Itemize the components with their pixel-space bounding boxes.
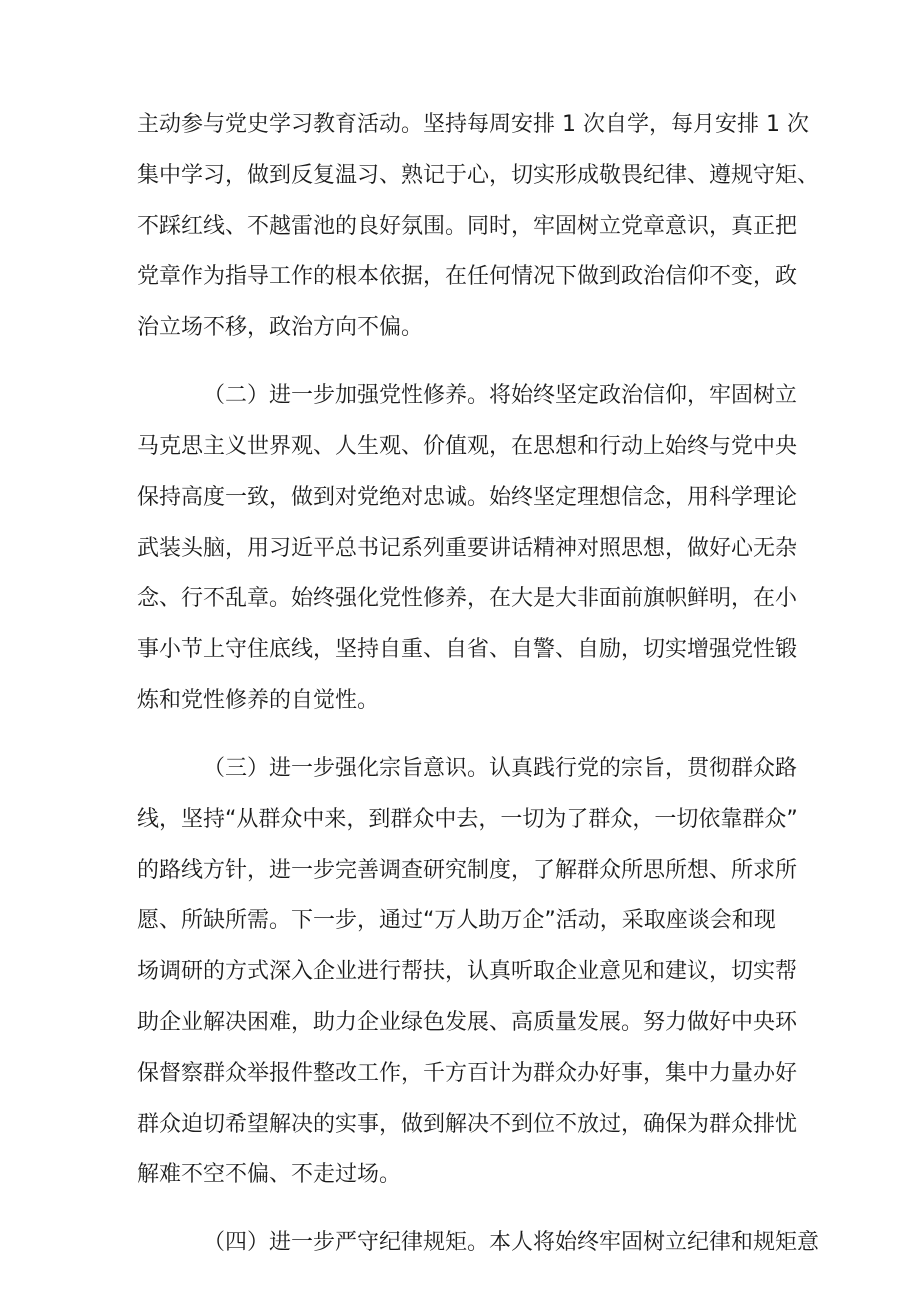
text-line: 的路线方针，进一步完善调查研究制度，了解群众所思所想、所求所	[137, 857, 798, 883]
text-line: 马克思主义世界观、人生观、价值观，在思想和行动上始终与党中央	[137, 433, 798, 459]
text-line: 主动参与党史学习教育活动。坚持每周安排 1 次自学，每月安排 1 次	[137, 112, 809, 137]
text-line: 保持高度一致，做到对党绝对忠诚。始终坚定理想信念，用科学理论	[137, 484, 798, 510]
paragraph-heading-line: （三）进一步强化宗旨意识。认真践行党的宗旨，贯彻群众路	[203, 755, 798, 781]
text-line: 群众迫切希望解决的实事，做到解决不到位不放过，确保为群众排忧	[137, 1111, 798, 1137]
paragraph-heading-line: （二）进一步加强党性修养。将始终坚定政治信仰，牢固树立	[203, 383, 798, 409]
text-line: 解难不空不偏、不走过场。	[137, 1162, 402, 1188]
text-line: 不踩红线、不越雷池的良好氛围。同时，牢固树立党章意识，真正把	[137, 213, 798, 239]
paragraph-purpose-awareness	[137, 754, 798, 1189]
text-line: 愿、所缺所需。下一步，通过“万人助万企”活动，采取座谈会和现	[137, 908, 776, 934]
text-line: 炼和党性修养的自觉性。	[137, 687, 380, 713]
paragraph-heading-line: （四）进一步严守纪律规矩。本人将始终牢固树立纪律和规矩意	[203, 1230, 820, 1256]
text-line: 集中学习，做到反复温习、熟记于心，切实形成敬畏纪律、遵规守矩、	[137, 162, 820, 188]
text-line: 助企业解决困难，助力企业绿色发展、高质量发展。努力做好中央环	[137, 1009, 798, 1035]
text-line: 场调研的方式深入企业进行帮扶，认真听取企业意见和建议，切实帮	[137, 959, 798, 985]
text-line: 治立场不移，政治方向不偏。	[137, 315, 424, 341]
document-body	[137, 110, 820, 1279]
text-line: 线，坚持“从群众中来，到群众中去，一切为了群众，一切依靠群众”	[137, 806, 798, 832]
text-line: 武装头脑，用习近平总书记系列重要讲话精神对照思想，做好心无杂	[137, 535, 798, 561]
text-line: 党章作为指导工作的根本依据，在任何情况下做到政治信仰不变，政	[137, 264, 798, 290]
text-line: 事小节上守住底线，坚持自重、自省、自警、自励，切实增强党性锻	[137, 637, 798, 663]
paragraph-study-education	[137, 110, 820, 342]
paragraph-discipline	[137, 1228, 820, 1257]
text-line: 保督察群众举报件整改工作，千方百计为群众办好事，集中力量办好	[137, 1060, 798, 1086]
text-line: 念、行不乱章。始终强化党性修养，在大是大非面前旗帜鲜明，在小	[137, 586, 798, 612]
paragraph-party-spirit	[137, 381, 798, 715]
